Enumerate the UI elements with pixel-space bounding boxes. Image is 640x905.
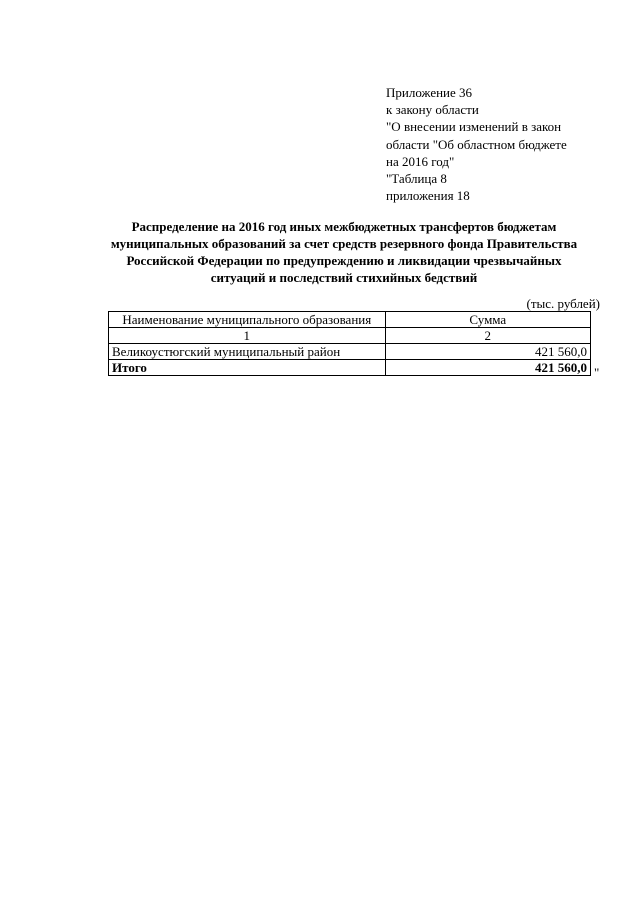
document-title xyxy=(100,218,588,286)
title-line: Распределение на 2016 год иных межбюджетных трансфертов бюджетам xyxy=(131,219,557,234)
title-line: муниципальных образований за счет средств резервного фонда Правительства xyxy=(110,236,578,251)
header-line: "О внесении изменений в закон xyxy=(386,119,562,135)
header-line: к закону области xyxy=(386,102,479,118)
transfers-table xyxy=(108,311,591,376)
title-line: ситуаций и последствий стихийных бедствий xyxy=(210,270,478,285)
header-line: Приложение 36 xyxy=(386,85,473,100)
column-number: 1 xyxy=(109,328,386,344)
total-amount: 421 560,0 xyxy=(385,360,590,376)
column-header-amount: Сумма xyxy=(385,312,590,328)
closing-quote: " xyxy=(594,365,600,380)
appendix-header xyxy=(386,84,626,204)
municipality-name: Великоустюгский муниципальный район xyxy=(109,344,386,360)
amount-value: 421 560,0 xyxy=(385,344,590,360)
column-header-name: Наименование муниципального образования xyxy=(109,312,386,328)
title-line: Российской Федерации по предупреждению и ликвидации чрезвычайных xyxy=(126,253,562,268)
column-number-row xyxy=(109,328,591,344)
table-row xyxy=(109,344,591,360)
table-header-row xyxy=(109,312,591,328)
total-row xyxy=(109,360,591,376)
header-line: "Таблица 8 xyxy=(386,171,447,187)
header-line: приложения 18 xyxy=(386,188,470,204)
header-line: на 2016 год" xyxy=(386,153,455,169)
column-number: 2 xyxy=(385,328,590,344)
total-label: Итого xyxy=(109,360,386,376)
header-line: области "Об областном бюджете xyxy=(386,136,567,152)
units-label: (тыс. рублей) xyxy=(526,296,600,311)
